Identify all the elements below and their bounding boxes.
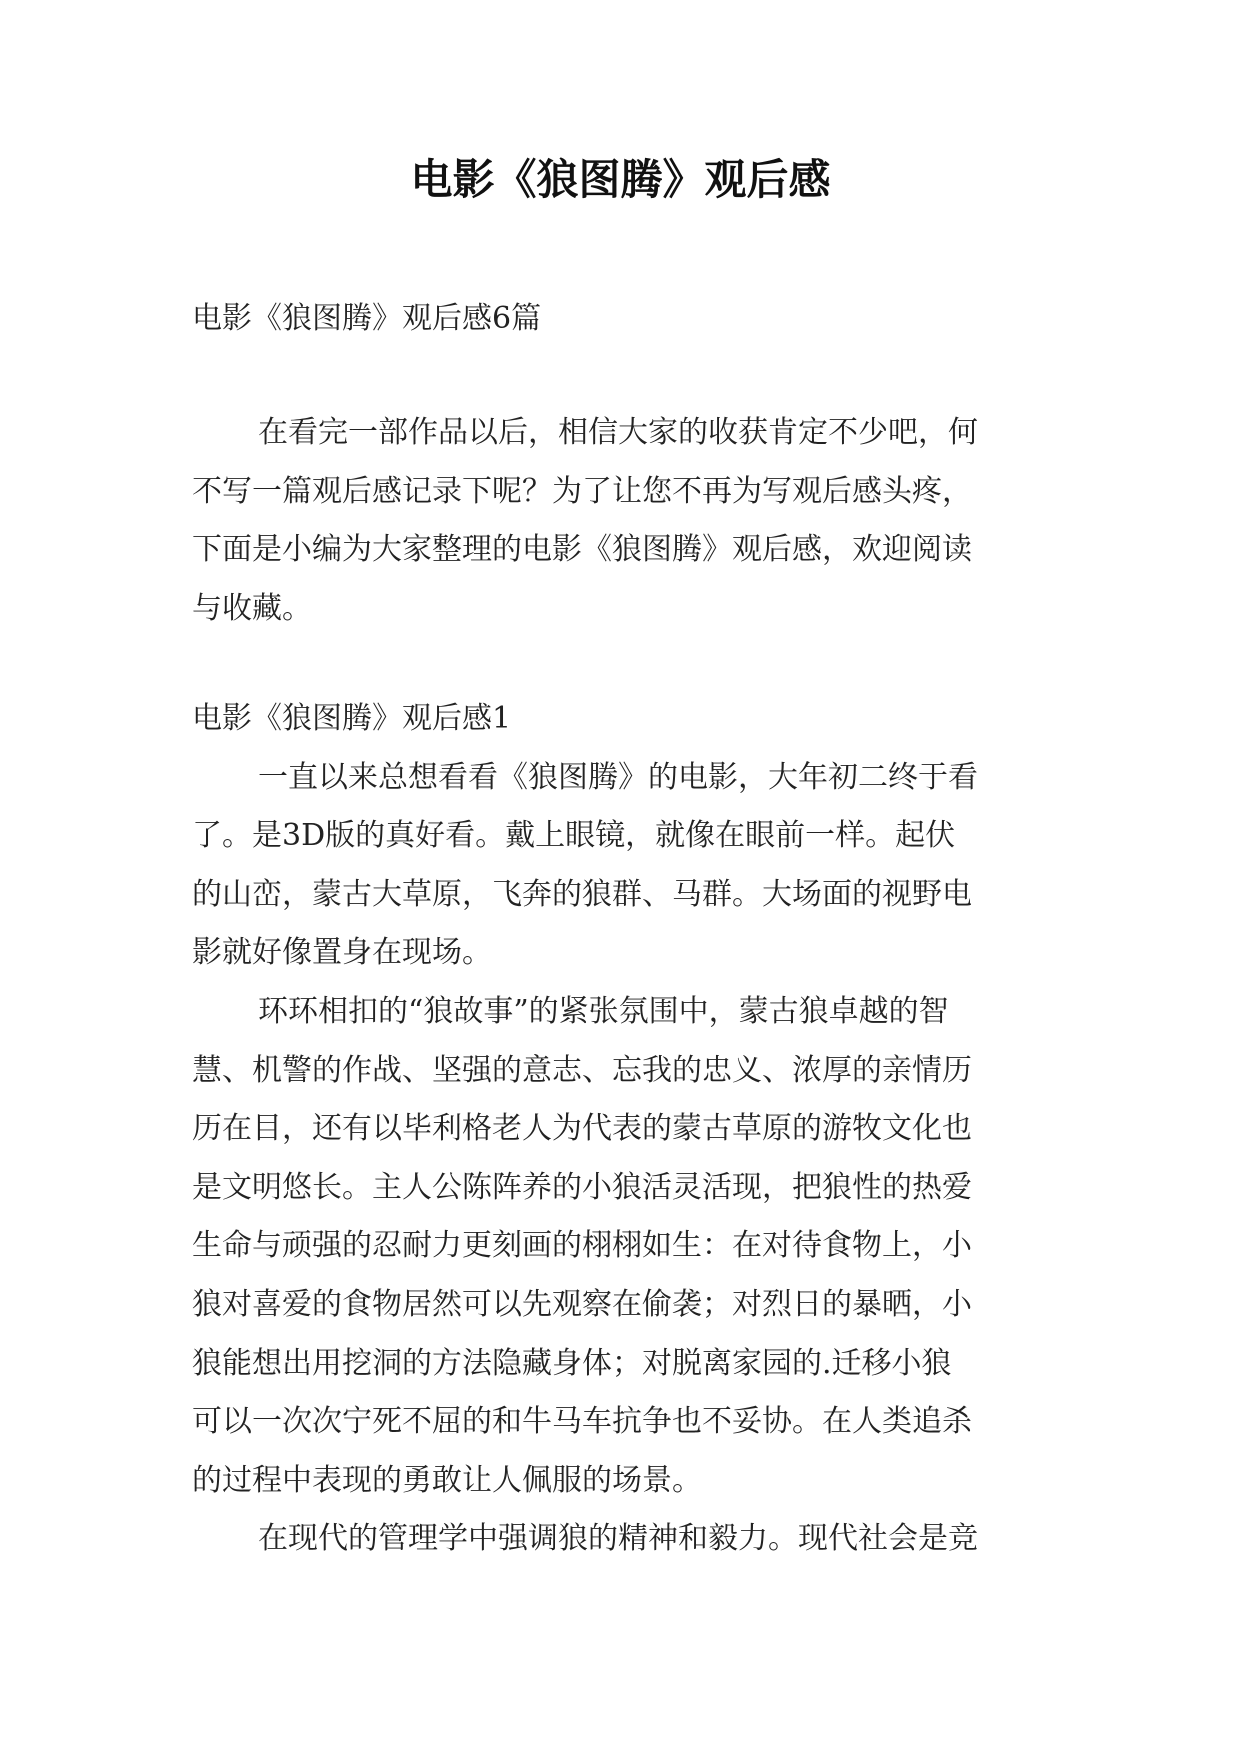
intro-line: 下面是小编为大家整理的电影《狼图腾》观后感，欢迎阅读 [192, 532, 972, 568]
subtitle-line: 电影《狼图腾》观后感6篇 [192, 301, 542, 336]
essay-section-1 [192, 690, 1052, 1569]
paragraph-line: 在现代的管理学中强调狼的精神和毅力。现代社会是竞 [258, 1521, 978, 1557]
paragraph-line: 历在目，还有以毕利格老人为代表的蒙古草原的游牧文化也 [192, 1111, 972, 1147]
document-title: 电影《狼图腾》观后感 [410, 155, 831, 204]
paragraph-line: 可以一次次宁死不屈的和牛马车抗争也不妥协。在人类追杀 [192, 1404, 972, 1440]
paragraph-line: 了。是3D版的真好看。戴上眼镜，就像在眼前一样。起伏 [192, 818, 956, 854]
paragraph-line: 的山峦，蒙古大草原，飞奔的狼群、马群。大场面的视野电 [192, 876, 972, 912]
intro-line: 与收藏。 [192, 590, 312, 626]
intro-line: 在看完一部作品以后，相信大家的收获肯定不少吧，何 [258, 415, 978, 450]
intro-line: 不写一篇观后感记录下呢？为了让您不再为写观后感头疼， [192, 473, 972, 509]
paragraph-line: 一直以来总想看看《狼图腾》的电影，大年初二终于看 [258, 759, 978, 795]
paragraph-line: 慧、机警的作战、坚强的意志、忘我的忠义、浓厚的亲情历 [192, 1052, 972, 1088]
section-heading: 电影《狼图腾》观后感1 [192, 701, 512, 736]
document-subtitle [192, 290, 1052, 349]
paragraph-line: 环环相扣的“狼故事”的紧张氛围中，蒙古狼卓越的智 [258, 993, 949, 1029]
paragraph-line: 是文明悠长。主人公陈阵养的小狼活灵活现，把狼性的热爱 [192, 1169, 972, 1205]
paragraph-line: 生命与顽强的忍耐力更刻画的栩栩如生：在对待食物上，小 [192, 1228, 972, 1264]
paragraph-line: 狼对喜爱的食物居然可以先观察在偷袭；对烈日的暴晒，小 [192, 1286, 972, 1322]
intro-paragraph [192, 404, 1052, 638]
paragraph-line: 影就好像置身在现场。 [192, 935, 492, 971]
paragraph-line: 的过程中表现的勇敢让人佩服的场景。 [192, 1462, 702, 1498]
paragraph-line: 狼能想出用挖洞的方法隐藏身体；对脱离家园的.迁移小狼 [192, 1345, 952, 1381]
